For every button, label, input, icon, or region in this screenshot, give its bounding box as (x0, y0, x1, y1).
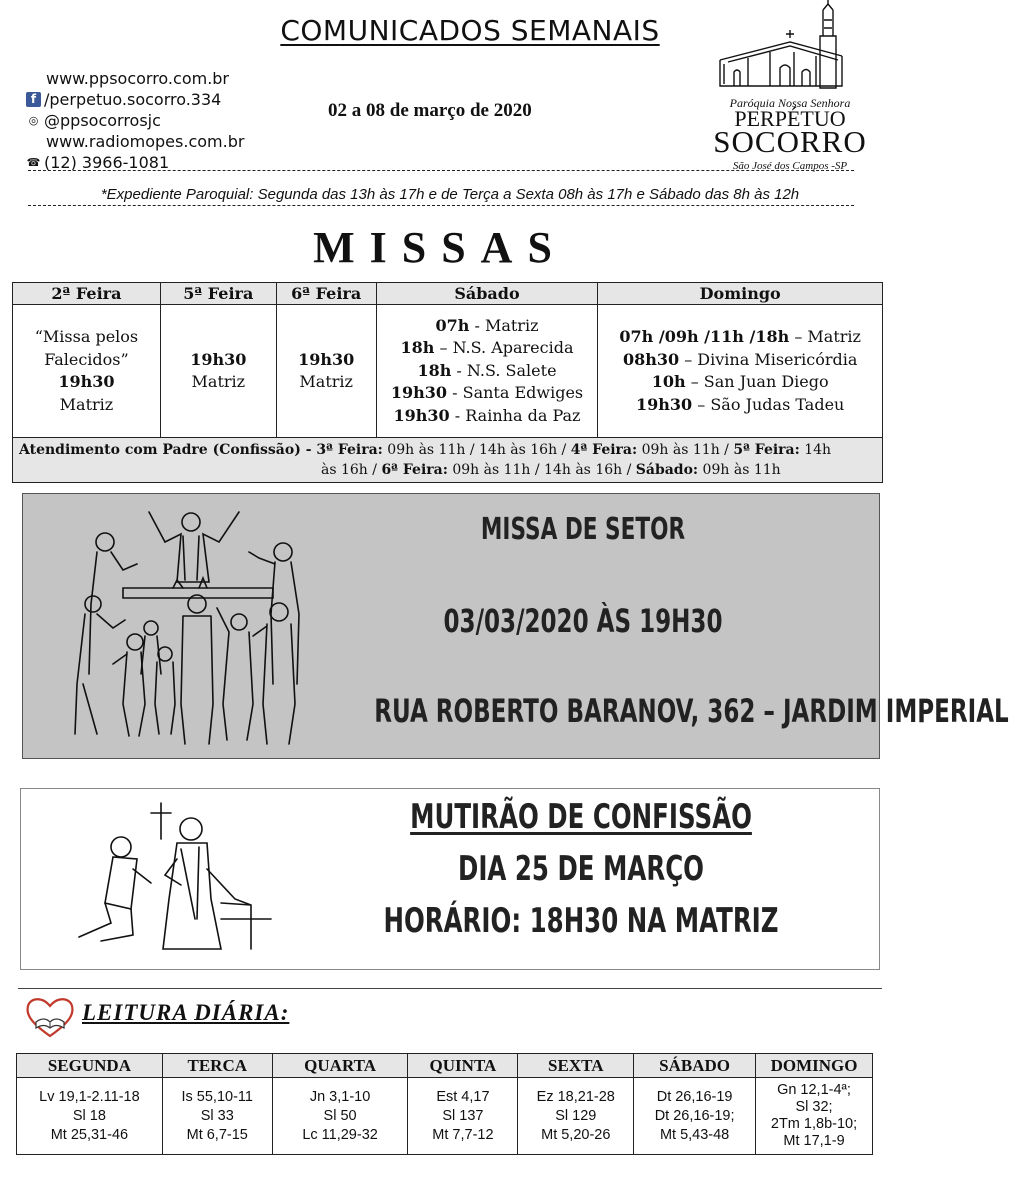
reading-cell: Gn 12,1-4ª; Sl 32; 2Tm 1,8b-10; Mt 17,1-9 (756, 1078, 873, 1155)
column-header: Sábado (376, 283, 598, 305)
reading-cell: Lv 19,1-2.11-18 Sl 18 Mt 25,31-46 (17, 1078, 163, 1155)
mass-place: Matriz (299, 372, 353, 391)
logo-line-1: Paróquia Nossa Senhora (729, 96, 851, 110)
divider (28, 170, 854, 171)
column-header: TERCA (162, 1054, 272, 1078)
mass-time: 19h30 (58, 372, 115, 391)
domingo-cell (598, 305, 883, 438)
mass-place: Matriz (59, 394, 114, 414)
office-hours: *Expediente Paroquial: Segunda das 13h às 17h e de Terça a Sexta 08h às 17h e Sábado das 8h às 12h (100, 186, 800, 203)
list-item: 19h30 - Rainha da Paz (393, 405, 581, 425)
column-header: DOMINGO (756, 1054, 873, 1078)
facebook-link[interactable]: f /perpetuo.socorro.334 (26, 89, 244, 110)
column-header: 6ª Feira (276, 283, 376, 305)
parish-logo (690, 0, 890, 180)
mass-schedule-table (12, 282, 883, 483)
list-item: 10h – San Juan Diego (651, 372, 829, 391)
reading-cell: Est 4,17 Sl 137 Mt 7,7-12 (408, 1078, 518, 1155)
mass-place: Matriz (191, 372, 246, 391)
list-item: 07h /09h /11h /18h – Matriz (619, 327, 861, 346)
reading-cell: Ez 18,21-28 Sl 129 Mt 5,20-26 (518, 1078, 634, 1155)
logo-line-3: SOCORRO (713, 124, 867, 159)
contact-list (26, 68, 244, 173)
column-header: Domingo (598, 283, 883, 305)
sexta-cell (276, 305, 376, 438)
logo-line-4: São José dos Campos -SP (732, 160, 848, 172)
mutirao-day: DIA 25 DE MARÇO (458, 849, 704, 889)
reading-cell: Is 55,10-11 Sl 33 Mt 6,7-15 (162, 1078, 272, 1155)
cell-text: “Missa pelos (34, 327, 139, 346)
list-item: 19h30 - Santa Edwiges (390, 383, 584, 403)
column-header: QUINTA (408, 1054, 518, 1078)
congregation-illustration (53, 504, 313, 749)
page-title: COMUNICADOS SEMANAIS (280, 14, 660, 47)
cell-text: Falecidos” (44, 349, 129, 369)
setor-address: RUA ROBERTO BARANOV, 362 – JARDIM IMPERIAL (374, 692, 1009, 730)
list-item: 18h - N.S. Salete (417, 360, 557, 380)
confession-row (13, 438, 883, 483)
missas-heading: MISSAS (313, 223, 567, 272)
phone-number: ☎ (12) 3966-1081 (26, 153, 170, 172)
mass-time: 19h30 (190, 349, 247, 369)
list-item: 19h30 – São Judas Tadeu (636, 394, 845, 414)
list-item: 08h30 – Divina Misericórdia (622, 349, 858, 369)
column-header: QUARTA (272, 1054, 408, 1078)
missa-setor-panel (22, 493, 1009, 759)
date-range: 02 a 08 de março de 2020 (328, 100, 532, 121)
facebook-icon: f (26, 92, 41, 107)
table-row (17, 1078, 873, 1155)
table-header-row (13, 283, 883, 305)
setor-title: MISSA DE SETOR (480, 512, 686, 547)
reading-cell: Dt 26,16-19 Dt 26,16-19; Mt 5,43-48 (634, 1078, 756, 1155)
mutirao-title: MUTIRÃO DE CONFISSÃO (410, 797, 752, 837)
mutirao-time: HORÁRIO: 18H30 NA MATRIZ (383, 901, 779, 941)
church-icon (690, 0, 890, 100)
confession-illustration (71, 799, 261, 959)
instagram-icon: ◎ (28, 114, 39, 127)
radio-link[interactable]: www.radiomopes.com.br (46, 132, 245, 151)
table-header-row (17, 1054, 873, 1078)
bible-heart-icon (24, 996, 76, 1038)
column-header: SEGUNDA (17, 1054, 163, 1078)
daily-reading-table (16, 1053, 873, 1155)
table-row (13, 305, 883, 438)
quinta-cell (160, 305, 276, 438)
reading-cell: Jn 3,1-10 Sl 50 Lc 11,29-32 (272, 1078, 408, 1155)
list-item: 18h – N.S. Aparecida (400, 338, 574, 358)
instagram-link[interactable]: ◎ @ppsocorrosjc (26, 110, 244, 131)
mass-time: 19h30 (298, 349, 355, 369)
segunda-cell (13, 305, 161, 438)
confession-hours: Atendimento com Padre (Confissão) - 3ª Feira: 09h às 11h / 14h às 16h / 4ª Feira: 09h às 11h / 5ª Feira: 14h às 16h / 6ª Feira: 09h às 11h / 14h às 16h / Sábado: 09h às 11h (13, 438, 883, 483)
column-header: SÁBADO (634, 1054, 756, 1078)
column-header: SEXTA (518, 1054, 634, 1078)
website-link[interactable]: www.ppsocorro.com.br (46, 69, 230, 88)
divider (18, 988, 882, 989)
phone-icon: ☎ (26, 156, 41, 169)
column-header: 2ª Feira (13, 283, 161, 305)
mutirao-panel (20, 788, 880, 970)
logo-line-2: PERPÉTUO (734, 106, 846, 131)
column-header: 5ª Feira (160, 283, 276, 305)
list-item: 07h - Matriz (435, 315, 539, 335)
divider (28, 205, 854, 206)
leitura-heading: LEITURA DIÁRIA: (82, 1000, 290, 1025)
sabado-cell (376, 305, 598, 438)
setor-datetime: 03/03/2020 ÀS 19H30 (443, 602, 723, 640)
